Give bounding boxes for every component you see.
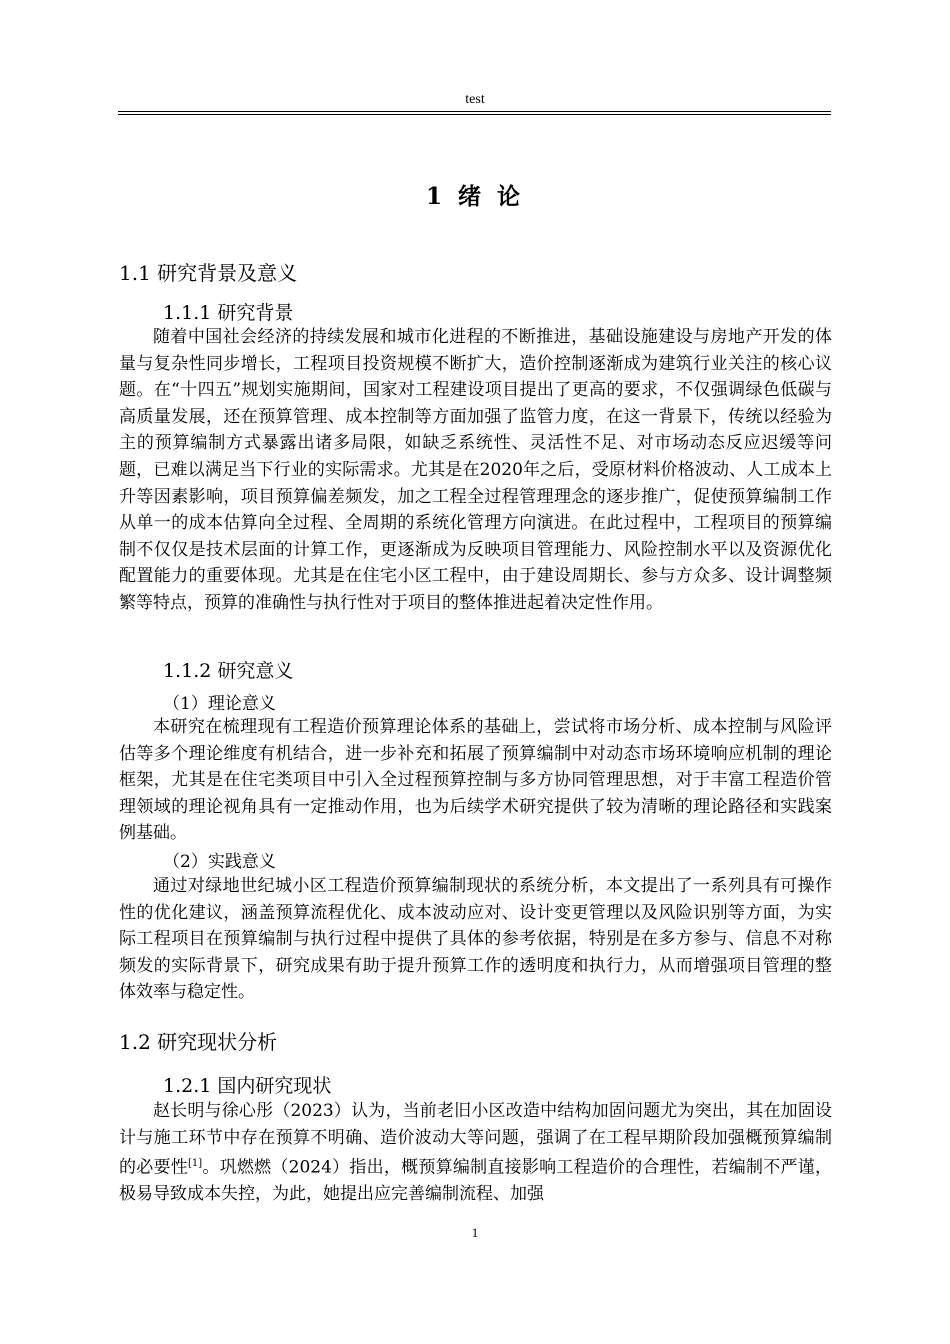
section-heading-1-1: 1.1 研究背景及意义: [119, 261, 298, 285]
header-rule-thin: [118, 114, 831, 115]
subsection-heading-1-1-2: 1.1.2 研究意义: [163, 660, 294, 682]
subsection-heading-1-2-1: 1.2.1 国内研究现状: [163, 1075, 332, 1097]
paragraph-practice: 通过对绿地世纪城小区工程造价预算编制现状的系统分析，本文提出了一系列具有可操作性的优化建议，涵盖预算流程优化、成本波动应对、设计变更管理以及风险识别等方面，为实际工程项目在预算编制与执行过程中提供了具体的参考依据，特别是在多方参与、信息不对称频发的实际背景下，研究成果有助于提升预算工作的透明度和执行力，从而增强项目管理的整体效率与稳定性。: [119, 876, 832, 1003]
paragraph-domestic: [119, 1098, 832, 1208]
paragraph-domestic-part-b: 。巩燃燃（2024）指出，概预算编制直接影响工程造价的合理性，若编制不严谨，极易导致成本失控，为此，她提出应完善编制流程、加强: [119, 1157, 833, 1205]
sub-heading-practice: （2）实践意义: [163, 852, 276, 872]
page-number: 1: [471, 1225, 479, 1240]
paragraph-domestic-part-a: 赵长明与徐心彤（2023）认为，当前老旧小区改造中结构加固问题尤为突出，其在加固设计与施工环节中存在预算不明确、造价波动大等问题，强调了在工程早期阶段加强概预算编制的必要性: [119, 1101, 832, 1178]
running-header: test: [465, 92, 485, 107]
header-rule-thick: [118, 111, 831, 112]
chapter-title: 1 绪 论: [425, 183, 525, 210]
section-heading-1-2: 1.2 研究现状分析: [119, 1030, 278, 1054]
subsection-heading-1-1-1: 1.1.1 研究背景: [163, 302, 294, 324]
paragraph-background: 随着中国社会经济的持续发展和城市化进程的不断推进，基础设施建设与房地产开发的体量与复杂性同步增长，工程项目投资规模不断扩大，造价控制逐渐成为建筑行业关注的核心议题。在“十四五”规划实施期间，国家对工程建设项目提出了更高的要求，不仅强调绿色低碳与高质量发展，还在预算管理、成本控制等方面加强了监管力度，在这一背景下，传统以经验为主的预算编制方式暴露出诸多局限，如缺乏系统性、灵活性不足、对市场动态反应迟缓等问题，已难以满足当下行业的实际需求。尤其是在2020年之后，受原材料价格波动、人工成本上升等因素影响，项目预算偏差频发，加之工程全过程管理理念的逐步推广，促使预算编制工作从单一的成本估算向全过程、全周期的系统化管理方向演进。在此过程中，工程项目的预算编制不仅仅是技术层面的计算工作，更逐渐成为反映项目管理能力、风险控制水平以及资源优化配置能力的重要体现。尤其是在住宅小区工程中，由于建设周期长、参与方众多、设计调整频繁等特点，预算的准确性与执行性对于项目的整体推进起着决定性作用。: [119, 327, 832, 613]
paragraph-theory: 本研究在梳理现有工程造价预算理论体系的基础上，尝试将市场分析、成本控制与风险评估等多个理论维度有机结合，进一步补充和拓展了预算编制中对动态市场环境响应机制的理论框架，尤其是在住宅类项目中引入全过程预算控制与多方协同管理思想，对于丰富工程造价管理领域的理论视角具有一定推动作用，也为后续学术研究提供了较为清晰的理论路径和实践案例基础。: [119, 717, 832, 844]
sub-heading-theory: （1）理论意义: [163, 694, 276, 714]
citation-ref-1[interactable]: [1]: [187, 1158, 203, 1170]
